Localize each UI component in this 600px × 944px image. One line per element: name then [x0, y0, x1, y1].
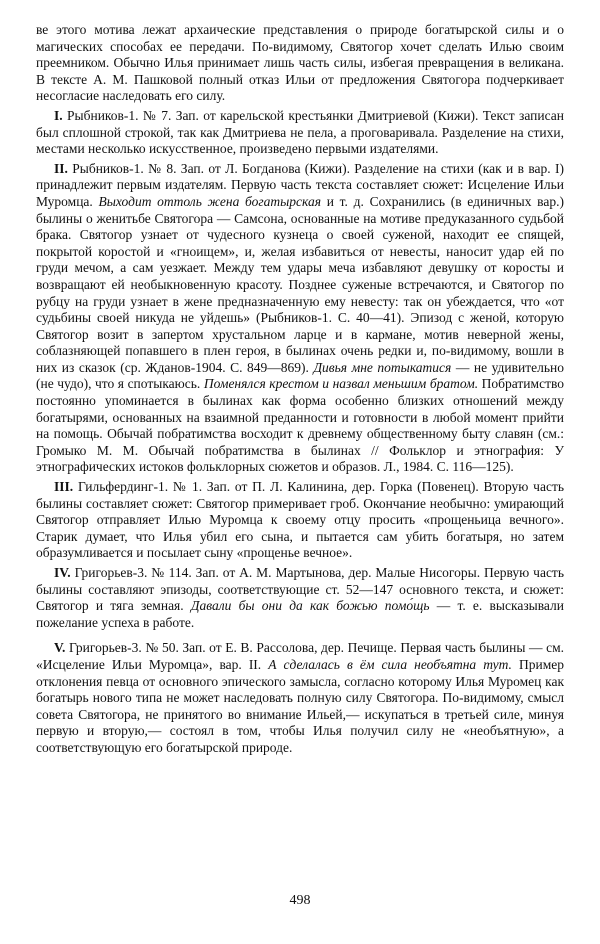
variant-2-quote-c: Поменялся крестом и назвал меньшим братом.: [203, 376, 479, 392]
paragraph-variant-1: [36, 108, 564, 158]
variant-2-number: II.: [54, 160, 68, 176]
variant-2-text-c: — не удивительно (не чудо), что я спотыкаюсь.: [36, 359, 564, 392]
paragraph-intro-text: ве этого мотива лежат архаические представления о природе богатырской силы и о магических способах ее передачи. По-видимому, Святогор хочет сделать Илью своим преемником. Обычно Илья принимает лишь часть силы, избегая превращения в великана. В тексте А. М. Пашковой полный отказ Ильи от предложения Святогора подчеркивает несогласие наследовать его силу.: [36, 22, 564, 104]
paragraph-variant-2: [36, 161, 564, 476]
paragraph-intro: [36, 22, 564, 105]
paragraph-variant-5: [36, 640, 564, 756]
variant-5-quote: А сделалась в ём сила необъятна тут.: [268, 656, 512, 672]
page-number: 498: [289, 893, 311, 908]
variant-1-text: Рыбников-1. № 7. Зап. от карельской крестьянки Дмитриевой (Кижи). Текст записан был сплошной строкой, так как Дмитриева не пела, а проговаривала. Разделение на стихи, местами несколько искусственное, произведено первыми издателями.: [36, 107, 564, 157]
variant-4-number: IV.: [54, 565, 71, 580]
variant-2-quote-a: Выходит оттоль жена богатырская: [98, 193, 322, 209]
commentary-page: [36, 22, 564, 757]
variant-2-text-a: Рыбников-1. № 8. Зап. от Л. Богданова (Кижи). Разделение на стихи (как и в вар. I) принадлежит первым издателям. Первую часть текста составляет сюжет: Исцеление Ильи Муромца.: [36, 160, 565, 209]
variant-4-text-a: Григорьев-3. № 114. Зап. от А. М. Мартынова, дер. Малые Нисогоры. Первую часть былины составляют эпизоды, соответствующие ст. 52—147 основного текста, и сюжет: Святогор и тяга земная.: [36, 565, 564, 614]
variant-4-quote: Давали бы они да как божью помо́щь: [190, 598, 430, 614]
variant-1-number: I.: [54, 107, 63, 123]
variant-5-text-b: Пример отклонения певца от основного эпического замысла, согласно которому Илья Муромец как богатырь нового типа не может наследовать полную силу Святогора. По-видимому, смысл совета Святогора, не принятого во внимание Ильей,— искупаться в третьей силе, минуя первую и вторую,— состоял в том, чтобы Илья получил силу не «необъятную», а соответствующую его богатырской природе.: [36, 656, 564, 755]
variant-2-text-d: Побратимство постоянно упоминается в былинах как форма особенно близких отношений между богатырями, основанных на взаимной преданности и готовности в любой момент прийти на помощь. Обычай побратимства восходит к древнему общественному быту славян (см.: Громыко М. М. Обычай побратимства в былинах // Фольклор и этнография: У этнографических истоков фольклорных сюжетов и образов. Л., 1984. С. 116—125).: [36, 376, 564, 475]
variant-3-text: Гильфердинг-1. № 1. Зап. от П. Л. Калинина, дер. Горка (Повенец). Вторую часть былины составляет сюжет: Святогор примеривает гроб. Окончание необычно: умирающий Святогор отправляет Илью Муромца к своему отцу просить «прощеньица вечного». Старик думает, что Илья убил его сына, и пытается сам убить богатыря, но затем образумливается и посылает сыну «прощенье вечное».: [36, 479, 565, 561]
paragraph-variant-3: [36, 479, 564, 562]
variant-3-number: III.: [54, 479, 74, 495]
variant-4-text-b: — т. е. высказывали пожелание успеха в работе.: [36, 598, 564, 630]
variant-5-number: V.: [54, 640, 66, 656]
variant-2-text-b: и т. д. Сохранились (в единичных вар.) былины о женитьбе Святогора — Самсона, основанные на мотиве предуказанного судьбой брака. Святогор узнает от чудесного кузнеца о своей суженой, находит ее спящей, покрытой коростой и «гноищем», и, желая избавиться от невесты, наносит удар ей по груди мечом, а сам уезжает. Между тем удары меча избавляют девушку от коросты и возвращают ей необыкновенную красоту. Позднее суженые встречаются, и Святогор по рубцу на груди узнает в жене предназначенную ему невесту: так он убеждается, что «от судьбины своей никуда не уйдешь» (Рыбников-1. С. 40—41). Эпизод с женой, которую Святогор возит в запертом хрустальном ларце и в кармане, мотив неверной жены, соблазняющей попавшего в плен героя, в былинах очень редки и, по-видимому, вошли в них из сказок (ср. Жданов-1904. С. 849—869).: [36, 193, 564, 375]
paragraph-variant-4: [36, 565, 564, 631]
variant-2-quote-b: Дивья мне потыкатися: [313, 359, 452, 375]
variant-5-text-a: Григорьев-3. № 50. Зап. от Е. В. Рассолова, дер. Печище. Первая часть былины — см. «Исцеление Ильи Муромца», вар. II.: [36, 640, 564, 672]
